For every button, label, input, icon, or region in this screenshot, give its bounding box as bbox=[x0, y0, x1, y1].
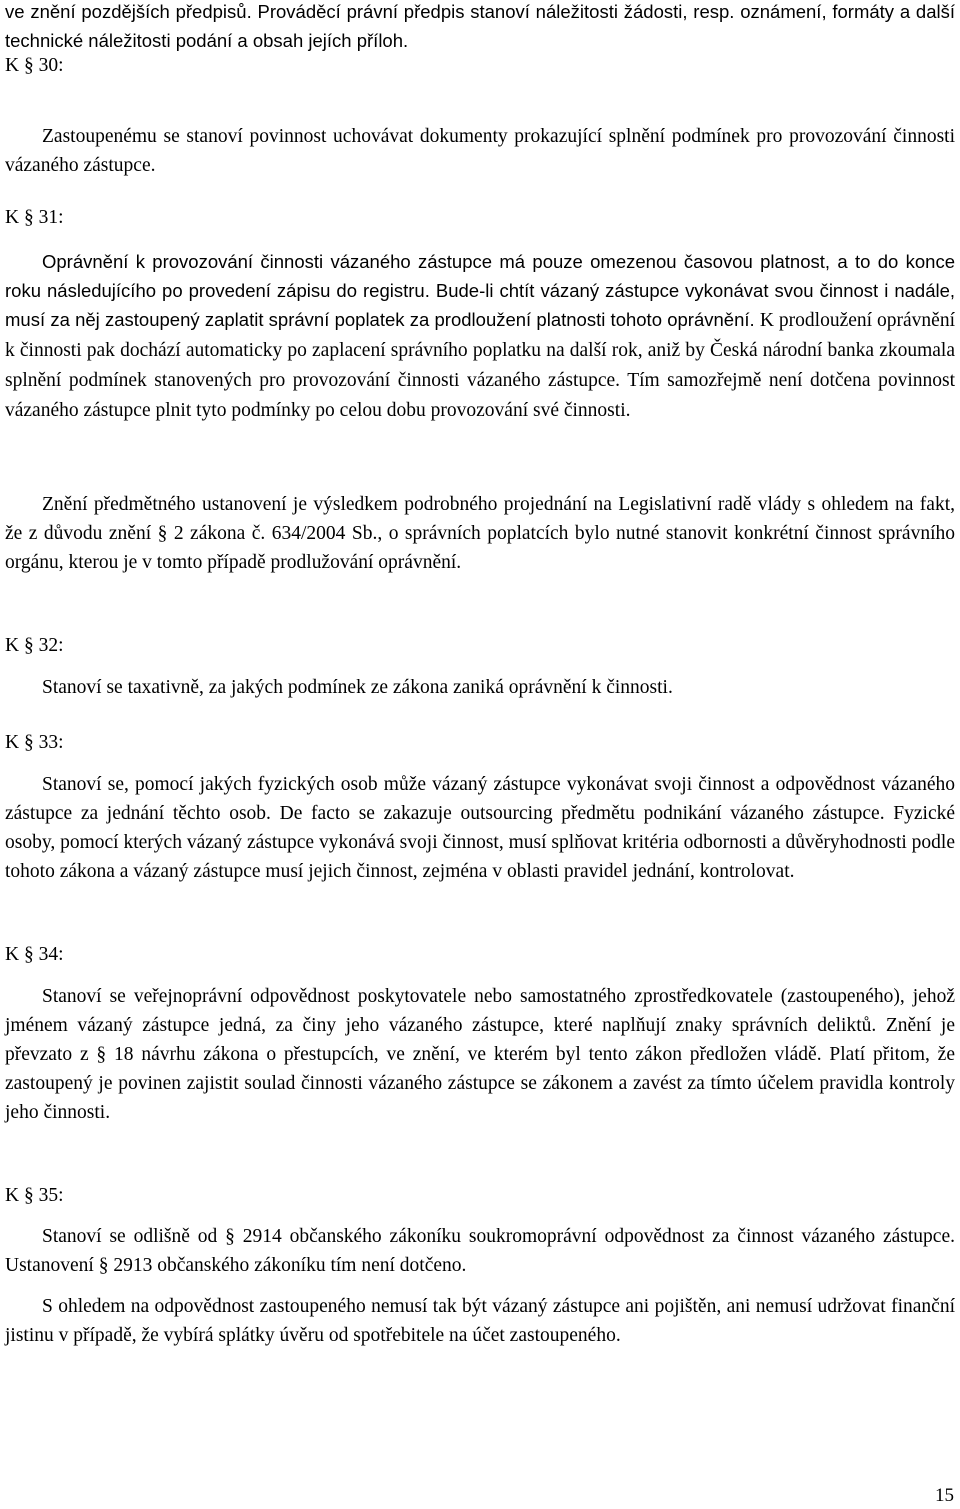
section-35-paragraph-2: S ohledem na odpovědnost zastoupeného nemusí tak být vázaný zástupce ani pojištěn, ani nemusí udržovat finanční jistinu v případě, že vybírá splátky úvěru od spotřebitele na účet zastoupeného. bbox=[5, 1296, 955, 1346]
section-33-paragraph: Stanoví se, pomocí jakých fyzických osob může vázaný zástupce vykonávat svoji činnost a odpovědnost vázaného zástupce za jednání těchto osob. De facto se zakazuje outsourcing předmětu podnikání vázaného zástupce. Fyzické osoby, pomocí kterých vázaný zástupce vykonává svoji činnost, musí splňovat kritéria odbornosti a důvěryhodnosti podle tohoto zákona a vázaný zástupce musí jejich činnost, zejména v oblasti pravidel jednání, kontrolovat. bbox=[5, 774, 955, 882]
section-heading-35: K § 35: bbox=[5, 1185, 64, 1206]
intro-paragraph: ve znění pozdějších předpisů. Prováděcí právní předpis stanoví náležitosti žádosti, resp. oznámení, formáty a další technické náležitosti podání a obsah jejích příloh. bbox=[5, 1, 955, 51]
section-heading-30: K § 30: bbox=[5, 55, 64, 76]
section-31-sentence-2: Bude-li chtít vázaný zástupce vykonávat svou činnost i nadále, musí za něj zastoupený zaplatit správní poplatek za prodloužení platnosti tohoto oprávnění. bbox=[5, 280, 956, 330]
section-30-paragraph: Zastoupenému se stanoví povinnost uchovávat dokumenty prokazující splnění podmínek pro provozování činnosti vázaného zástupce. bbox=[5, 126, 955, 176]
section-31-paragraph bbox=[5, 247, 955, 425]
page-number: 15 bbox=[935, 1485, 954, 1506]
section-31-sentence-3: K prodloužení oprávnění k činnosti pak dochází automaticky po zaplacení správního poplatku na další rok, aniž by Česká národní banka zkoumala splnění podmínek stanovených pro provozování činnosti vázaného zástupce. Tím samozřejmě není dotčena povinnost vázaného zástupce plnit tyto podmínky po celou dobu provozování své činnosti. bbox=[5, 310, 955, 421]
section-31-paragraph-2: Znění předmětného ustanovení je výsledkem podrobného projednání na Legislativní radě vlády s ohledem na fakt, že z důvodu znění § 2 zákona č. 634/2004 Sb., o správních poplatcích bylo nutné stanovit konkrétní činnost správního orgánu, kterou je v tomto případě prodlužování oprávnění. bbox=[5, 494, 955, 573]
section-32-paragraph: Stanoví se taxativně, za jakých podmínek ze zákona zaniká oprávnění k činnosti. bbox=[42, 677, 673, 698]
section-heading-32: K § 32: bbox=[5, 635, 64, 656]
section-heading-34: K § 34: bbox=[5, 944, 64, 965]
section-35-paragraph: Stanoví se odlišně od § 2914 občanského zákoníku soukromoprávní odpovědnost za činnost vázaného zástupce. Ustanovení § 2913 občanského zákoníku tím není dotčeno. bbox=[5, 1226, 955, 1276]
section-heading-33: K § 33: bbox=[5, 732, 64, 753]
section-31-sentence-1: Oprávnění k provozování činnosti vázaného zástupce má pouze omezenou časovou platnost, a to do konce roku následujícího po provedení zápisu do registru. bbox=[5, 251, 955, 301]
section-heading-31: K § 31: bbox=[5, 207, 64, 228]
section-34-paragraph: Stanoví se veřejnoprávní odpovědnost poskytovatele nebo samostatného zprostředkovatele (zastoupeného), jehož jménem vázaný zástupce jedná, za činy jeho vázaného zástupce, které naplňují znaky správních deliktů. Znění je převzato z § 18 návrhu zákona o přestupcích, ve znění, ve kterém byl tento zákon předložen vládě. Platí přitom, že zastoupený je povinen zajistit soulad činnosti vázaného zástupce se zákonem a zavést za tímto účelem pravidla kontroly jeho činnosti. bbox=[5, 986, 955, 1123]
